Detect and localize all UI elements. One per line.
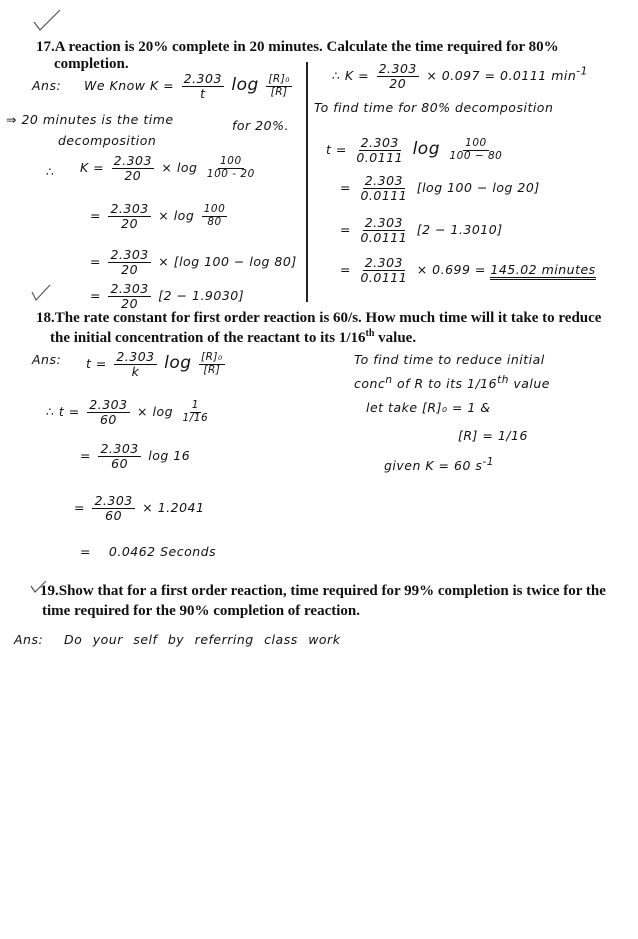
t-step-1: ∴ t = $\frac{2.303}{60}$ × log $\frac{1}{1/16}$ [46, 397, 209, 427]
step-line: decomposition [58, 133, 157, 148]
t-step-2: = $\frac{2.303}{60}$ log 16 [80, 441, 191, 471]
step-line: for 20%. [232, 118, 289, 133]
t-step-3: = $\frac{2.303}{60}$ × 1.2041 [74, 493, 205, 523]
final-answer: 145.02 minutes [490, 262, 595, 280]
step-line: ⇒ 20 minutes is the time [6, 112, 174, 127]
checkmark-icon [30, 284, 54, 304]
answer-label: Ans: [32, 78, 62, 93]
column-divider [306, 62, 308, 302]
t-step-3: = $\frac{2.303}{0.0111}$ [2 − 1.3010] [340, 215, 503, 245]
k-result: ∴ K = $\frac{2.303}{20}$ × 0.097 = 0.0111 $\min^{-1}$ [332, 61, 588, 91]
note-line: [R] = 1/16 [458, 428, 528, 443]
question-18-cont: the initial concentration of the reactant to its 1/16th value. [50, 328, 417, 346]
checkmark-icon [30, 8, 70, 38]
note-line: given K = 60 $s^{-1}$ [384, 456, 494, 474]
k-equation: K = $\frac{2.303}{20}$ × log $\frac{100}{100 - 20}$ [80, 153, 255, 183]
q19-answer: Do your self by referring class work [64, 632, 341, 647]
k-step-3: = $\frac{2.303}{20}$ × [log 100 − log 80] [90, 247, 297, 277]
question-17-cont: completion. [54, 56, 129, 72]
t-final: = $\frac{2.303}{0.0111}$ × 0.699 = 145.02 minutes [340, 255, 596, 285]
t-equation: t = $\frac{2.303}{0.0111}$ log $\frac{100}{100 - 80}$ [326, 135, 503, 165]
t-answer: = 0.0462 Seconds [80, 544, 217, 559]
note-line: conc$^n$ of R to its 1/16th value [354, 374, 550, 392]
find-time-note: To find time for 80% decomposition [314, 100, 554, 115]
note-line: let take [R]₀ = 1 & [366, 400, 491, 415]
k-step-4: = $\frac{2.303}{20}$ [2 − 1.9030] [90, 281, 245, 311]
answer-label: Ans: [14, 632, 44, 647]
t-step-2: = $\frac{2.303}{0.0111}$ [log 100 − log 20] [340, 173, 540, 203]
t-formula: t = $\frac{2.303}{k}$ log $\frac{\text{[R]₀}}{[R]}$ [86, 349, 223, 379]
k-step-2: = $\frac{2.303}{20}$ × log $\frac{100}{80}$ [90, 201, 226, 231]
answer-label: Ans: [32, 352, 62, 367]
question-17: 17.A reaction is 20% complete in 20 minutes. Calculate the time required for 80% [36, 39, 559, 55]
rate-formula: We Know K = $\frac{2.303}{t}$ log $\frac{\text{[R]₀}}{[R]}$ [84, 71, 291, 101]
note-line: To find time to reduce initial [354, 352, 545, 367]
question-18: 18.The rate constant for first order reaction is 60/s. How much time will it take to reduce [36, 310, 602, 326]
question-19: 19.Show that for a first order reaction, time required for 99% completion is twice for the [40, 583, 606, 599]
therefore-symbol: ∴ [46, 164, 55, 179]
question-19-cont: time required for the 90% completion of reaction. [42, 603, 361, 619]
